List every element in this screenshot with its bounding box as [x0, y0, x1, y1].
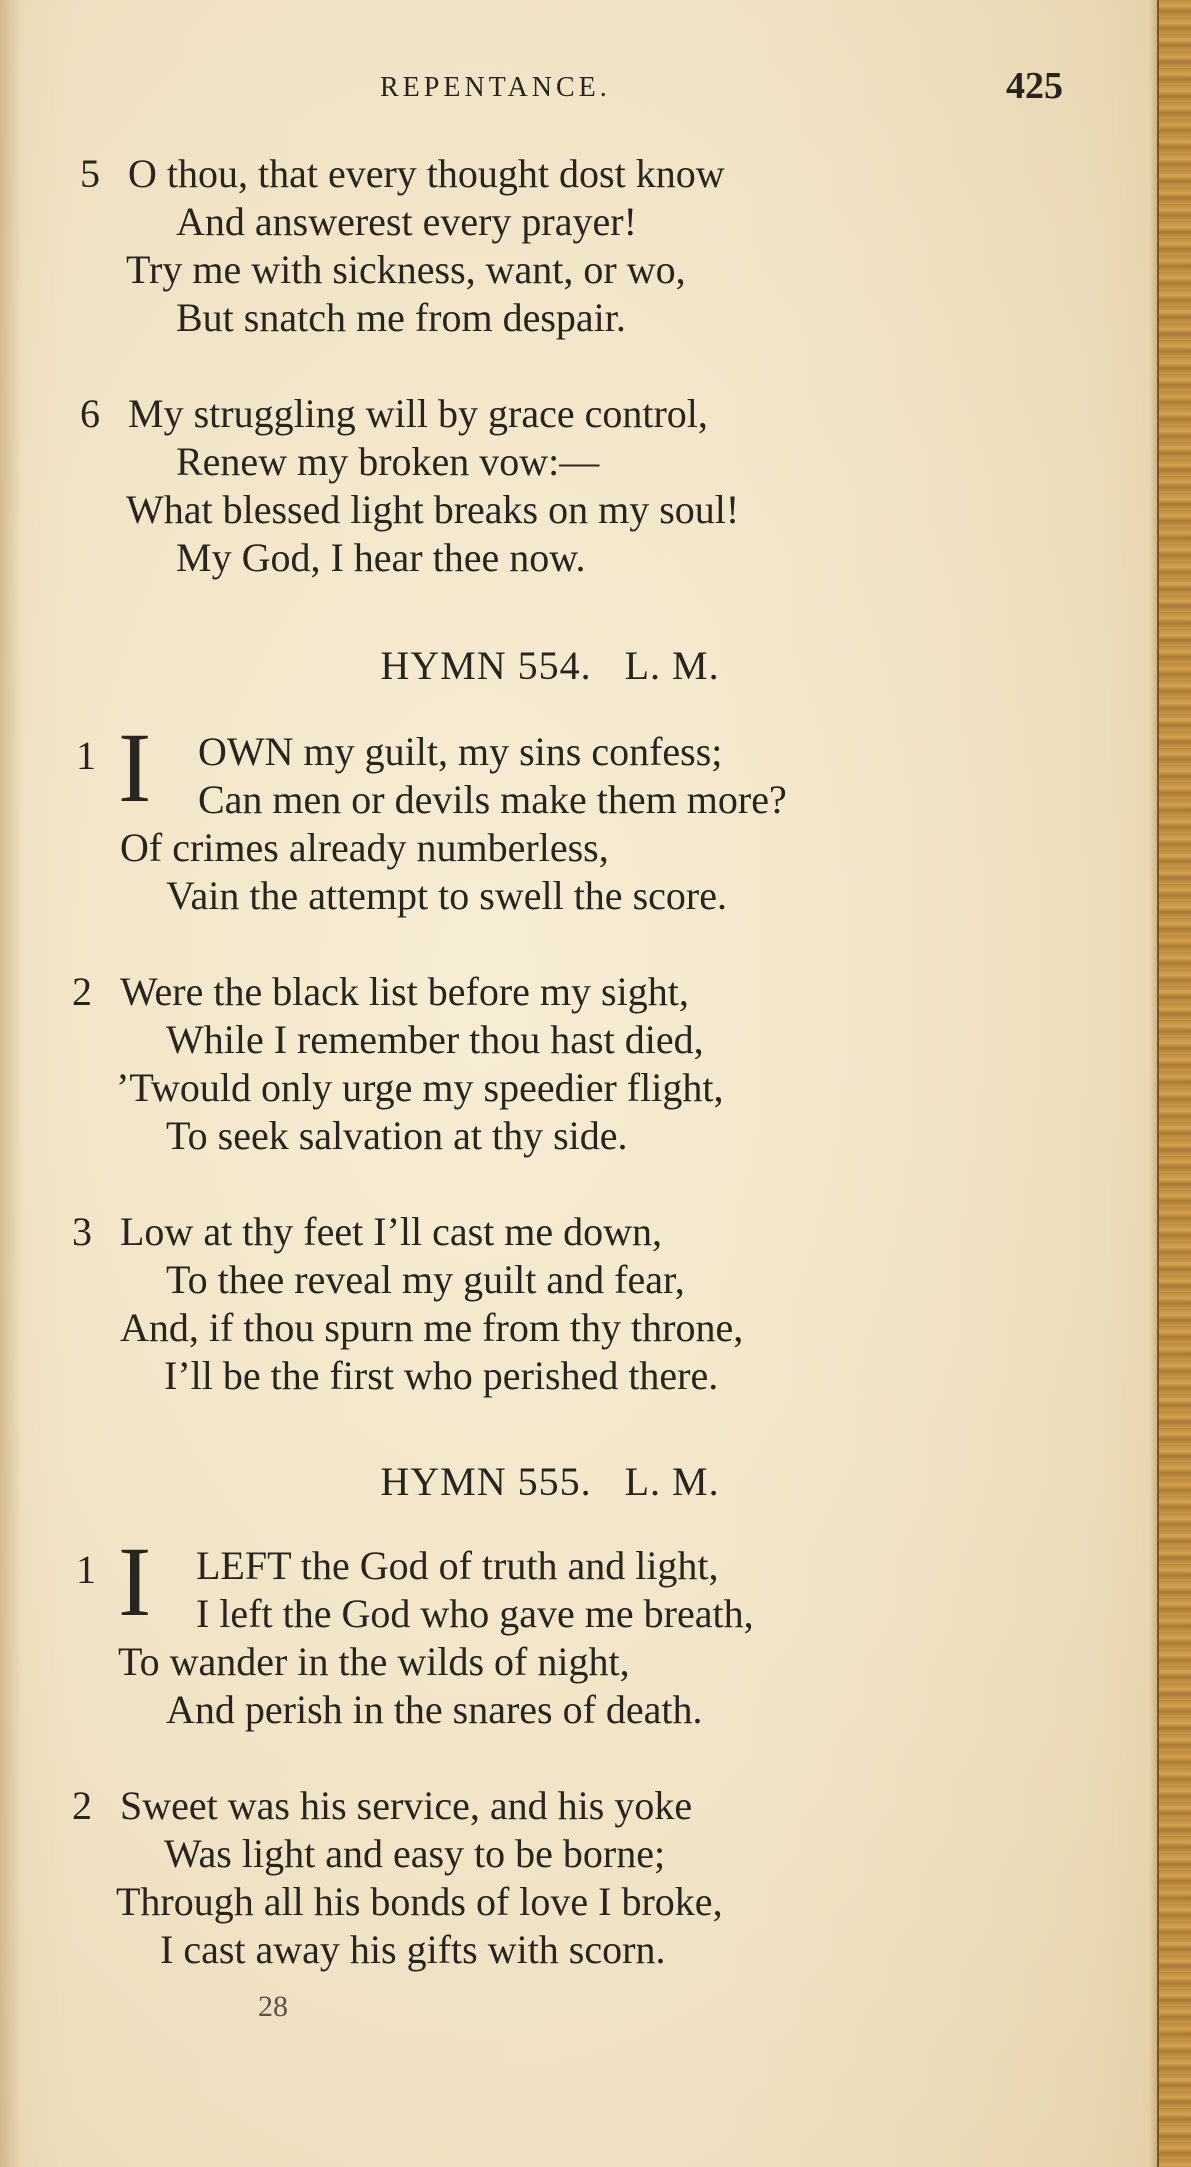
verse-line: My God, I hear thee now. — [176, 535, 586, 580]
verse-line: To wander in the wilds of night, — [118, 1639, 630, 1684]
verse-line: I cast away his gifts with scorn. — [160, 1927, 666, 1972]
verse-number: 1 — [76, 733, 96, 778]
verse-line: Were the black list before my sight, — [120, 969, 689, 1014]
verse-number: 2 — [72, 969, 92, 1014]
verse-line: ’Twould only urge my speedier flight, — [116, 1065, 724, 1110]
verse-number: 6 — [80, 391, 100, 436]
verse-line: Can men or devils make them more? — [198, 777, 787, 822]
verse-line: OWN my guilt, my sins confess; — [198, 729, 723, 774]
verse-number: 2 — [72, 1783, 92, 1828]
verse-line: Try me with sickness, want, or wo, — [126, 247, 686, 292]
verse-line: I’ll be the first who perished there. — [164, 1353, 719, 1398]
verse-line: To seek salvation at thy side. — [166, 1113, 628, 1158]
verse-line: LEFT the God of truth and light, — [196, 1543, 719, 1588]
verse-line: Of crimes already numberless, — [120, 825, 609, 870]
running-head: REPENTANCE. — [380, 72, 611, 103]
verse-line: Was light and easy to be borne; — [164, 1831, 666, 1876]
verse-line: Vain the attempt to swell the score. — [166, 873, 727, 918]
verse-number: 3 — [72, 1209, 92, 1254]
verse-line: Sweet was his service, and his yoke — [120, 1783, 693, 1828]
gilt-page-edge — [1157, 0, 1191, 2167]
page-shadow-left — [0, 0, 22, 2167]
drop-cap: I — [118, 1526, 152, 1637]
verse-line: And, if thou spurn me from thy throne, — [120, 1305, 744, 1350]
hymn-title: HYMN 554. L. M. — [380, 643, 720, 688]
verse-line: My struggling will by grace control, — [128, 391, 708, 436]
verse-number: 5 — [80, 151, 100, 196]
page-number: 425 — [1006, 65, 1063, 107]
signature-mark: 28 — [258, 1990, 288, 2023]
drop-cap: I — [118, 712, 152, 823]
verse-line: But snatch me from despair. — [176, 295, 626, 340]
verse-line: While I remember thou hast died, — [166, 1017, 704, 1062]
verse-number: 1 — [76, 1547, 96, 1592]
verse-line: O thou, that every thought dost know — [128, 151, 725, 196]
verse-line: And perish in the snares of death. — [166, 1687, 703, 1732]
hymn-title: HYMN 555. L. M. — [380, 1459, 720, 1504]
verse-line: To thee reveal my guilt and fear, — [166, 1257, 685, 1302]
verse-line: I left the God who gave me breath, — [196, 1591, 754, 1636]
verse-line: And answerest every prayer! — [176, 199, 637, 244]
verse-line: Low at thy feet I’ll cast me down, — [120, 1209, 663, 1254]
verse-line: Renew my broken vow:— — [176, 439, 600, 484]
verse-line: What blessed light breaks on my soul! — [126, 487, 740, 532]
verse-line: Through all his bonds of love I broke, — [116, 1879, 723, 1924]
